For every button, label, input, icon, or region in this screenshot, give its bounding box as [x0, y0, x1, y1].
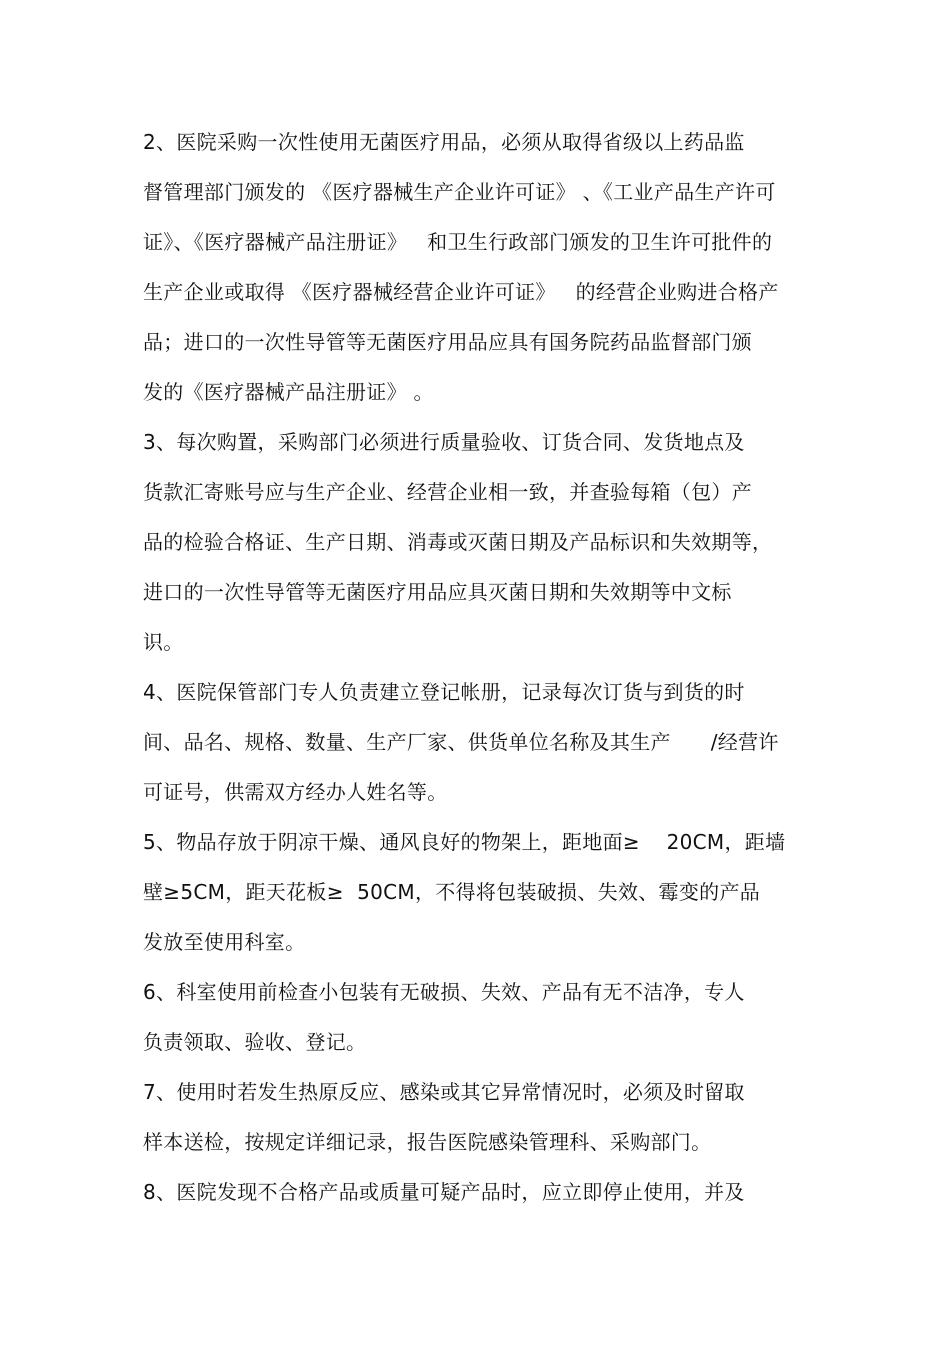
text-line: 生产企业或取得 《医疗器械经营企业许可证》 的经营企业购进合格产 [143, 280, 779, 304]
text-line: 发放至使用科室。 [143, 930, 306, 954]
text-line: 负责领取、验收、登记。 [143, 1030, 367, 1054]
text-line: 5、物品存放于阴凉干燥、通风良好的物架上，距地面≥ 20CM，距墙 [143, 830, 786, 854]
text-line: 识。 [143, 630, 184, 654]
text-line: 品的检验合格证、生产日期、消毒或灭菌日期及产品标识和失效期等， [143, 530, 773, 554]
text-line: 样本送检，按规定详细记录，报告医院感染管理科、采购部门。 [143, 1130, 712, 1154]
text-line: 发的《医疗器械产品注册证》 。 [143, 380, 434, 404]
text-line: 7、使用时若发生热原反应、感染或其它异常情况时，必须及时留取 [143, 1080, 745, 1104]
text-line: 证》、《医疗器械产品注册证》 和卫生行政部门颁发的卫生许可批件的 [143, 230, 773, 254]
text-line: 8、医院发现不合格产品或质量可疑产品时，应立即停止使用，并及 [143, 1180, 745, 1204]
text-line: 可证号，供需双方经办人姓名等。 [143, 780, 448, 804]
text-line: 6、科室使用前检查小包装有无破损、失效、产品有无不洁净，专人 [143, 980, 745, 1004]
text-line: 督管理部门颁发的 《医疗器械生产企业许可证》 、《工业产品生产许可 [143, 180, 776, 204]
text-line: 间、品名、规格、数量、生产厂家、供货单位名称及其生产 /经营许 [143, 730, 779, 754]
text-line: 壁≥5CM，距天花板≥ 50CM，不得将包装破损、失效、霉变的产品 [143, 880, 761, 904]
text-line: 品；进口的一次性导管等无菌医疗用品应具有国务院药品监督部门颁 [143, 330, 752, 354]
text-line: 2、医院采购一次性使用无菌医疗用品，必须从取得省级以上药品监 [143, 130, 745, 154]
text-line: 货款汇寄账号应与生产企业、经营企业相一致，并查验每箱（包）产 [143, 480, 752, 504]
text-line: 3、每次购置，采购部门必须进行质量验收、订货合同、发货地点及 [143, 430, 745, 454]
text-line: 进口的一次性导管等无菌医疗用品应具灭菌日期和失效期等中文标 [143, 580, 732, 604]
text-line: 4、医院保管部门专人负责建立登记帐册，记录每次订货与到货的时 [143, 680, 745, 704]
